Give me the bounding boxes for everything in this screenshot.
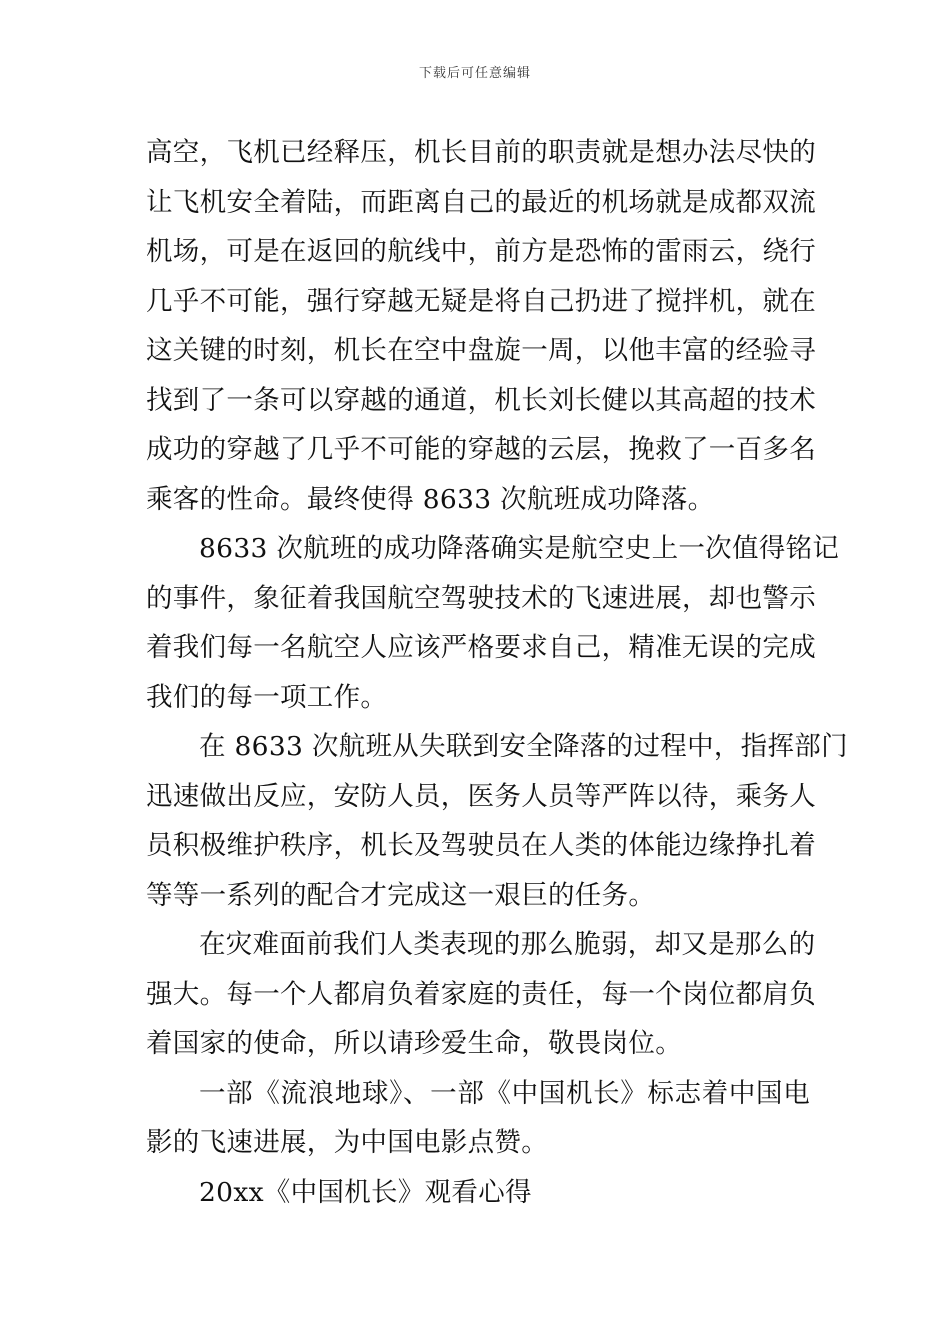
paragraph-line: 乘客的性命。最终使得 8633 次航班成功降落。 <box>146 483 715 515</box>
paragraph-line: 强大。每一个人都肩负着家庭的责任，每一个岗位都肩负 <box>146 978 816 1010</box>
paragraph-line: 迅速做出反应，安防人员，医务人员等严阵以待，乘务人 <box>146 780 816 812</box>
paragraph-line: 找到了一条可以穿越的通道，机长刘长健以其高超的技术 <box>146 384 816 416</box>
page-header: 下载后可任意编辑 <box>418 66 531 81</box>
paragraph-line: 着我们每一名航空人应该严格要求自己，精准无误的完成 <box>146 632 816 663</box>
paragraph <box>146 920 816 1069</box>
paragraph-line: 在 8633 次航班从失联到安全降落的过程中，指挥部门 <box>199 731 848 762</box>
document-body <box>146 128 848 1217</box>
paragraph-line: 的事件，象征着我国航空驾驶技术的飞速进展，却也警示 <box>146 582 816 614</box>
paragraph-line: 8633 次航班的成功降落确实是航空史上一次值得铭记 <box>199 533 840 564</box>
paragraph-line: 一部《流浪地球》、一部《中国机长》标志着中国电 <box>199 1077 810 1109</box>
paragraph-line: 高空，飞机已经释压，机长目前的职责就是想办法尽快的 <box>146 137 816 168</box>
paragraph-line: 成功的穿越了几乎不可能的穿越的云层，挽救了一百多名 <box>146 434 816 465</box>
paragraph-line: 机场，可是在返回的航线中，前方是恐怖的雷雨云，绕行 <box>146 236 816 267</box>
paragraph <box>146 524 840 722</box>
paragraph-line: 这关键的时刻，机长在空中盘旋一周，以他丰富的经验寻 <box>146 335 816 366</box>
paragraph-line: 20xx《中国机长》观看心得 <box>199 1176 532 1208</box>
paragraph <box>146 722 848 920</box>
paragraph-line: 着国家的使命，所以请珍爱生命，敬畏岗位。 <box>146 1028 682 1059</box>
paragraph <box>146 1069 810 1168</box>
paragraph-line: 影的飞速进展，为中国电影点赞。 <box>146 1127 548 1158</box>
paragraph-line: 几乎不可能，强行穿越无疑是将自己扔进了搅拌机，就在 <box>146 285 816 317</box>
paragraph-line: 我们的每一项工作。 <box>146 681 388 713</box>
paragraph <box>146 128 816 524</box>
paragraph <box>146 1168 810 1218</box>
paragraph-line: 等等一系列的配合才完成这一艰巨的任务。 <box>146 879 656 911</box>
paragraph-line: 让飞机安全着陆，而距离自己的最近的机场就是成都双流 <box>146 186 816 218</box>
paragraph-line: 员积极维护秩序，机长及驾驶员在人类的体能边缘挣扎着 <box>146 830 816 861</box>
paragraph-line: 在灾难面前我们人类表现的那么脆弱，却又是那么的 <box>199 929 816 960</box>
